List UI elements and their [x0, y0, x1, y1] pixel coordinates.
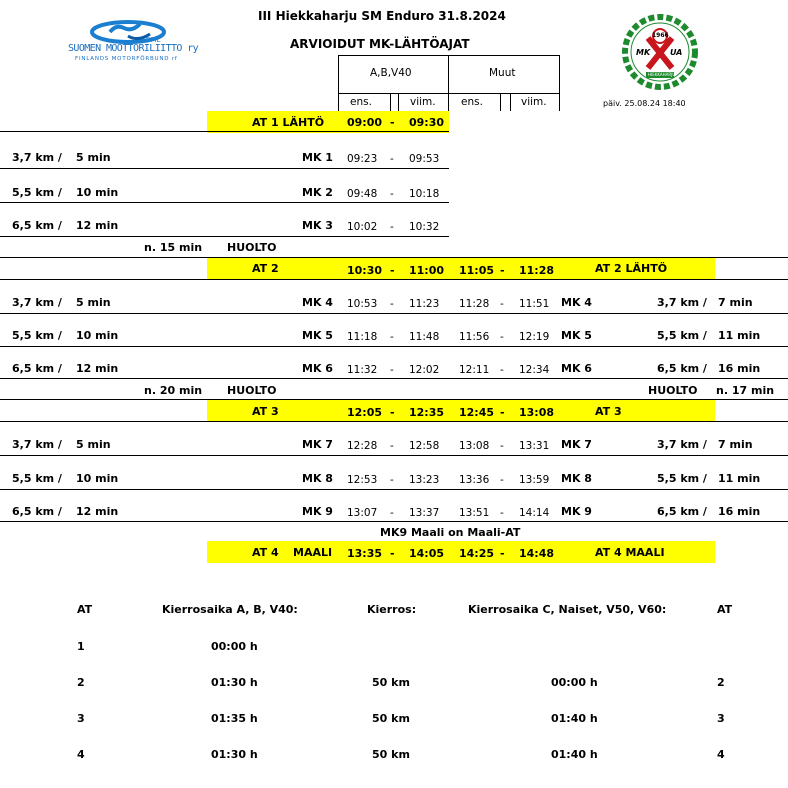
lap-at: 4	[77, 748, 85, 761]
sml-subname: FINLANDS MOTORFÖRBUND rf	[75, 56, 178, 62]
col-ens-m: ens.	[461, 96, 483, 108]
m-ens: 11:56	[459, 331, 490, 343]
club-text-right: UA	[670, 48, 683, 57]
lap-header-at: AT	[77, 603, 93, 616]
dash: -	[500, 264, 505, 277]
stage-time-right: 16 min	[718, 505, 761, 518]
dash: -	[390, 547, 395, 560]
stage-time: 5 min	[76, 296, 111, 309]
m-ens: 13:51	[459, 507, 490, 519]
dash: -	[390, 406, 395, 419]
dash: -	[390, 440, 394, 452]
stage-time: 10 min	[76, 329, 119, 342]
at2-a-ens: 10:30	[347, 264, 383, 277]
lap-time-a: 01:30 h	[211, 676, 258, 689]
at2-label: AT 2	[252, 262, 279, 275]
distance: 6,5 km /	[12, 362, 62, 375]
at4-label: AT 4	[252, 546, 279, 559]
club-year: 1966	[652, 32, 669, 39]
sml-logo	[66, 20, 199, 68]
at3-m-ens: 12:45	[459, 406, 495, 419]
stage-name-right: MK 9	[561, 505, 592, 518]
stage-time: 5 min	[76, 151, 111, 164]
dash: -	[390, 264, 395, 277]
dash: -	[390, 507, 394, 519]
huolto1-label: HUOLTO	[227, 241, 277, 254]
stage-name-right: MK 4	[561, 296, 592, 309]
club-bottom-text: HIEKKAHARJU	[648, 72, 676, 77]
dash: -	[500, 298, 504, 310]
huolto2-label-right: HUOLTO	[648, 384, 698, 397]
lap-at-right: 3	[717, 712, 725, 725]
wreath-icon	[622, 14, 698, 90]
col-viim-m: viim.	[521, 96, 547, 108]
a-ens: 09:48	[347, 188, 378, 200]
lap-km: 50 km	[372, 712, 410, 725]
stage-time-right: 7 min	[718, 296, 753, 309]
a-ens: 09:23	[347, 153, 378, 165]
dash: -	[500, 440, 504, 452]
at1-a-viim: 09:30	[409, 116, 445, 129]
a-viim: 10:32	[409, 221, 440, 233]
m-viim: 12:34	[519, 364, 550, 376]
stage-name: MK 4	[302, 296, 333, 309]
a-ens: 10:53	[347, 298, 378, 310]
stage-name: MK 9	[302, 505, 333, 518]
at2-m-ens: 11:05	[459, 264, 495, 277]
page-title: III Hiekkaharju SM Enduro 31.8.2024	[258, 9, 506, 23]
stage-name: MK 2	[302, 186, 333, 199]
stage-time: 10 min	[76, 472, 119, 485]
m-viim: 13:31	[519, 440, 550, 452]
sml-name: SUOMEN MOOTTORILIITTO ry	[68, 43, 199, 54]
at2-a-viim: 11:00	[409, 264, 445, 277]
dash: -	[390, 153, 394, 165]
lap-header-at-right: AT	[717, 603, 733, 616]
lap-at: 1	[77, 640, 85, 653]
at4-m-ens: 14:25	[459, 547, 495, 560]
at3-a-viim: 12:35	[409, 406, 445, 419]
distance: 5,5 km /	[12, 329, 62, 342]
page-subtitle: ARVIOIDUT MK-LÄHTÖAJAT	[290, 37, 470, 51]
m-ens: 13:36	[459, 474, 490, 486]
sml-mark-text: SML	[146, 36, 161, 44]
stage-time: 12 min	[76, 362, 119, 375]
lap-time-a: 01:30 h	[211, 748, 258, 761]
distance: 5,5 km /	[12, 472, 62, 485]
stage-name: MK 8	[302, 472, 333, 485]
distance: 6,5 km /	[12, 219, 62, 232]
stage-time-right: 16 min	[718, 362, 761, 375]
dash: -	[500, 364, 504, 376]
at4-m-viim: 14:48	[519, 547, 555, 560]
lap-header-time-a: Kierrosaika A, B, V40:	[162, 603, 298, 616]
a-viim: 11:48	[409, 331, 440, 343]
stage-time-right: 7 min	[718, 438, 753, 451]
dash: -	[390, 221, 394, 233]
a-viim: 13:37	[409, 507, 440, 519]
stage-name-right: MK 5	[561, 329, 592, 342]
lap-time-c: 01:40 h	[551, 712, 598, 725]
lap-header-time-c: Kierrosaika C, Naiset, V50, V60:	[468, 603, 667, 616]
at2-m-viim: 11:28	[519, 264, 555, 277]
distance-right: 6,5 km /	[657, 362, 707, 375]
a-viim: 12:02	[409, 364, 440, 376]
at3-m-viim: 13:08	[519, 406, 555, 419]
at2-right-label: AT 2 LÄHTÖ	[595, 262, 668, 275]
huolto1-duration: n. 15 min	[144, 241, 203, 254]
stage-time: 10 min	[76, 186, 119, 199]
at3-label: AT 3	[252, 405, 279, 418]
finish-note: MK9 Maali on Maali-AT	[380, 526, 521, 539]
a-ens: 10:02	[347, 221, 378, 233]
stage-name: MK 1	[302, 151, 333, 164]
at4-maali: MAALI	[293, 546, 333, 559]
dash: -	[500, 406, 505, 419]
lap-time-c: 01:40 h	[551, 748, 598, 761]
distance-right: 5,5 km /	[657, 329, 707, 342]
m-ens: 13:08	[459, 440, 490, 452]
distance: 6,5 km /	[12, 505, 62, 518]
col-ens-a: ens.	[350, 96, 372, 108]
stage-name: MK 3	[302, 219, 333, 232]
lap-at: 3	[77, 712, 85, 725]
lap-header-lap: Kierros:	[367, 603, 417, 616]
a-ens: 12:53	[347, 474, 378, 486]
lap-at-right: 2	[717, 676, 725, 689]
m-ens: 12:11	[459, 364, 490, 376]
huolto2-duration-right: n. 17 min	[716, 384, 775, 397]
stage-name-right: MK 7	[561, 438, 592, 451]
m-viim: 14:14	[519, 507, 550, 519]
date-stamp: päiv. 25.08.24 18:40	[603, 99, 686, 108]
at3-a-ens: 12:05	[347, 406, 383, 419]
a-viim: 13:23	[409, 474, 440, 486]
huolto2-label: HUOLTO	[227, 384, 277, 397]
dash: -	[390, 188, 394, 200]
lap-time-a: 01:35 h	[211, 712, 258, 725]
col-viim-a: viim.	[410, 96, 436, 108]
huolto2-duration: n. 20 min	[144, 384, 203, 397]
dash: -	[390, 474, 394, 486]
at1-a-ens: 09:00	[347, 116, 383, 129]
dash: -	[390, 364, 394, 376]
stage-time: 12 min	[76, 505, 119, 518]
stage-time-right: 11 min	[718, 329, 761, 342]
distance-right: 6,5 km /	[657, 505, 707, 518]
a-viim: 12:58	[409, 440, 440, 452]
distance-right: 3,7 km /	[657, 438, 707, 451]
distance: 3,7 km /	[12, 296, 62, 309]
lap-km: 50 km	[372, 748, 410, 761]
at4-a-ens: 13:35	[347, 547, 383, 560]
a-viim: 11:23	[409, 298, 440, 310]
a-ens: 13:07	[347, 507, 378, 519]
m-ens: 11:28	[459, 298, 490, 310]
club-logo	[622, 14, 698, 90]
lap-at-right: 4	[717, 748, 725, 761]
stage-time-right: 11 min	[718, 472, 761, 485]
m-viim: 13:59	[519, 474, 550, 486]
stage-time: 12 min	[76, 219, 119, 232]
distance: 3,7 km /	[12, 151, 62, 164]
dash: -	[500, 507, 504, 519]
a-viim: 09:53	[409, 153, 440, 165]
dash: -	[390, 331, 394, 343]
dash: -	[390, 116, 395, 129]
lap-km: 50 km	[372, 676, 410, 689]
distance: 3,7 km /	[12, 438, 62, 451]
a-ens: 11:18	[347, 331, 378, 343]
stage-name: MK 5	[302, 329, 333, 342]
a-viim: 10:18	[409, 188, 440, 200]
a-ens: 12:28	[347, 440, 378, 452]
m-viim: 11:51	[519, 298, 550, 310]
dash: -	[500, 474, 504, 486]
col-group-abv40: A,B,V40	[370, 67, 412, 79]
at4-a-viim: 14:05	[409, 547, 445, 560]
stage-time: 5 min	[76, 438, 111, 451]
dash: -	[390, 298, 394, 310]
distance-right: 5,5 km /	[657, 472, 707, 485]
stage-name: MK 6	[302, 362, 333, 375]
lap-time-c: 00:00 h	[551, 676, 598, 689]
lap-time-a: 00:00 h	[211, 640, 258, 653]
stage-name: MK 7	[302, 438, 333, 451]
m-viim: 12:19	[519, 331, 550, 343]
stage-name-right: MK 8	[561, 472, 592, 485]
stage-name-right: MK 6	[561, 362, 592, 375]
club-text-left: MK	[636, 48, 651, 57]
lap-at: 2	[77, 676, 85, 689]
col-group-muut: Muut	[489, 67, 516, 79]
dash: -	[500, 331, 504, 343]
at3-right-label: AT 3	[595, 405, 622, 418]
dash: -	[500, 547, 505, 560]
at1-label: AT 1 LÄHTÖ	[252, 116, 325, 129]
distance: 5,5 km /	[12, 186, 62, 199]
distance-right: 3,7 km /	[657, 296, 707, 309]
a-ens: 11:32	[347, 364, 378, 376]
at4-right-label: AT 4 MAALI	[595, 546, 665, 559]
